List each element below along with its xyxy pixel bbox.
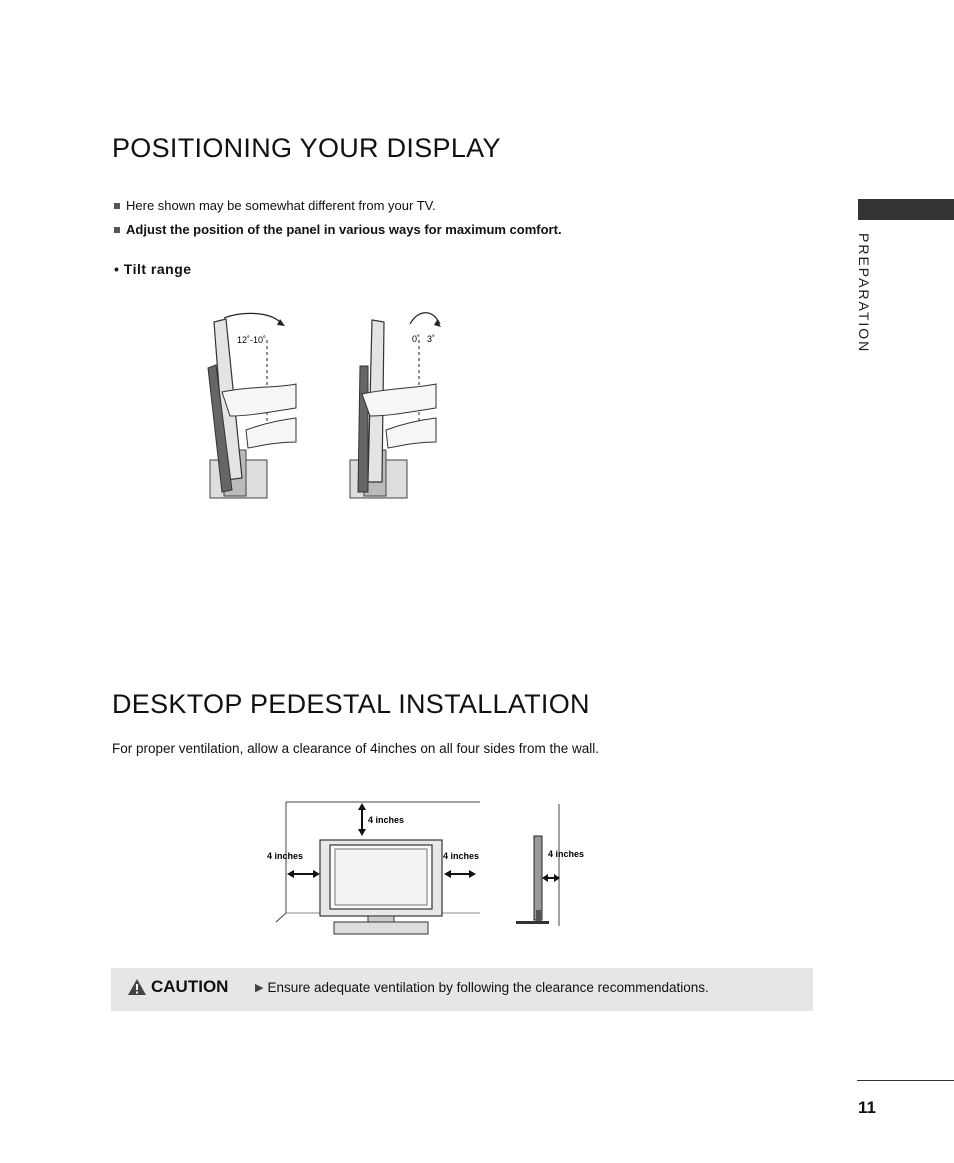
note-text: Here shown may be somewhat different from your TV. — [126, 198, 436, 213]
clearance-left-label: 4 inches — [267, 851, 304, 861]
tilt-angle-left-label: 0˚ — [412, 334, 421, 344]
section-title-pedestal: DESKTOP PEDESTAL INSTALLATION — [112, 689, 590, 719]
caution-heading — [127, 977, 228, 997]
section-tab-marker — [858, 199, 954, 220]
section-side-label: PREPARATION — [856, 233, 872, 354]
note-item — [114, 222, 562, 237]
caution-label: CAUTION — [151, 977, 229, 996]
warning-icon — [127, 978, 147, 996]
note-item — [114, 198, 436, 213]
caution-message — [255, 980, 709, 995]
square-bullet-icon — [114, 227, 120, 233]
ventilation-instruction: For proper ventilation, allow a clearance of 4inches on all four sides from the wall. — [112, 741, 599, 756]
note-text: Adjust the position of the panel in various ways for maximum comfort. — [126, 222, 562, 237]
footer-rule — [857, 1080, 954, 1081]
tilt-angle-right-label: 3˚ — [427, 334, 436, 344]
clearance-top-label: 4 inches — [368, 815, 405, 825]
square-bullet-icon — [114, 203, 120, 209]
clearance-diagram-side — [505, 800, 605, 930]
clearance-side-label: 4 inches — [548, 849, 585, 859]
clearance-right-label: 4 inches — [443, 851, 480, 861]
tilt-range-heading: • Tilt range — [114, 261, 192, 277]
triangle-right-icon: ▶ — [255, 982, 264, 994]
caution-text: Ensure adequate ventilation by following the clearance recommendations. — [267, 980, 709, 995]
section-title-positioning: POSITIONING YOUR DISPLAY — [112, 133, 501, 163]
page-number: 11 — [858, 1098, 876, 1117]
tilt-angle-label: 12˚-10˚ — [237, 335, 267, 345]
tilt-figure-forward — [200, 310, 310, 505]
tilt-figure-backward — [340, 310, 450, 505]
clearance-diagram-front — [260, 798, 490, 940]
